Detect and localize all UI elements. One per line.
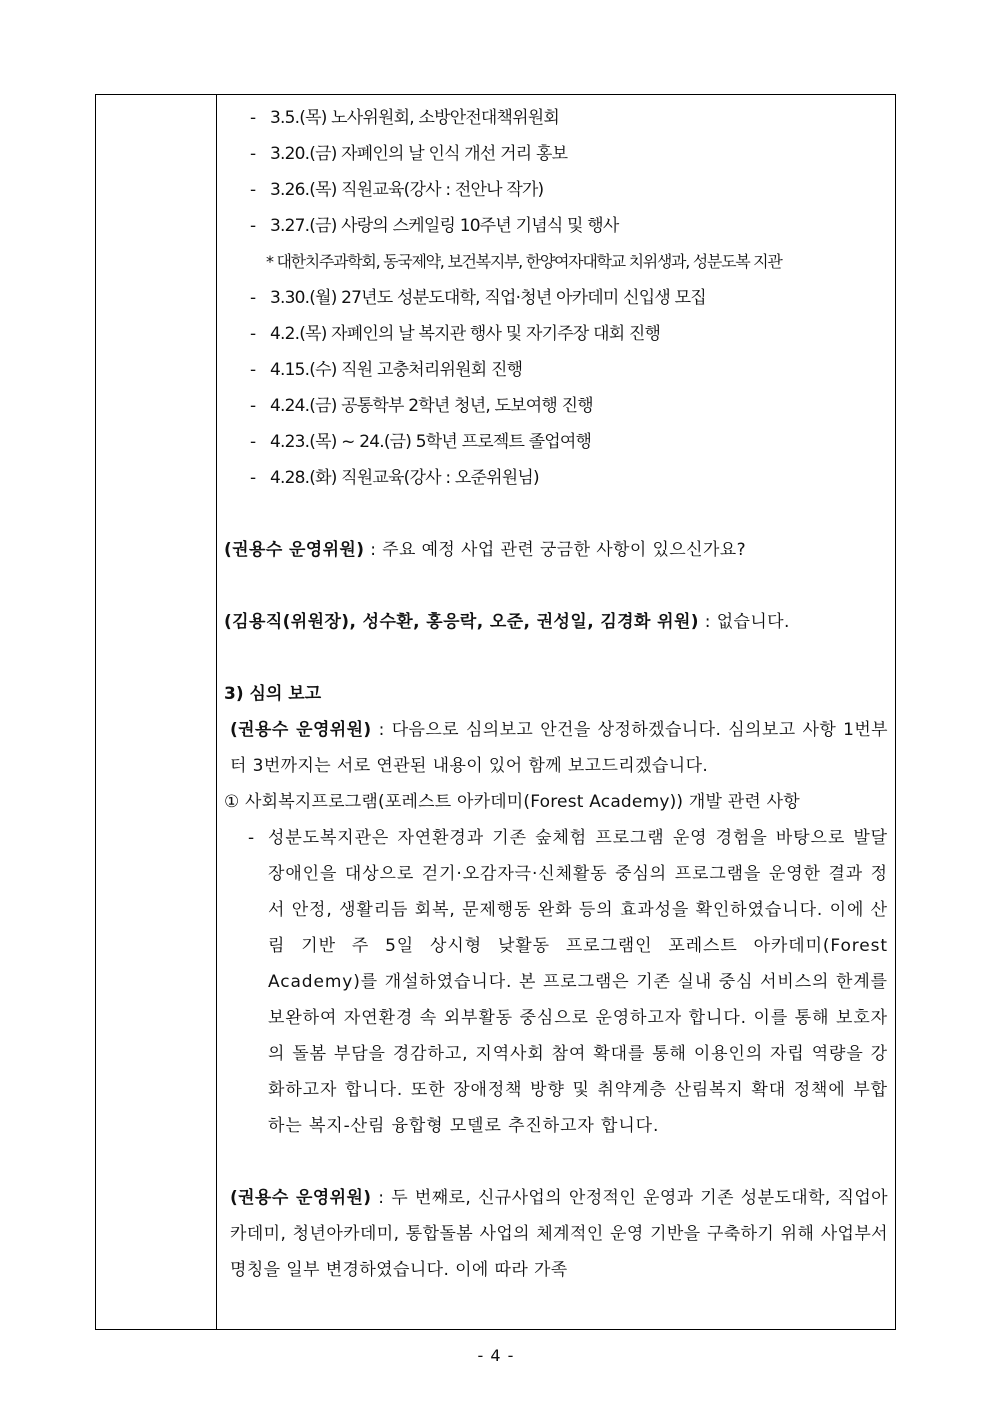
schedule-item-text: 3.5.(목) 노사위원회, 소방안전대책위원회 — [270, 108, 560, 128]
dash-marker: - — [250, 180, 256, 200]
spacer — [224, 496, 888, 532]
schedule-item-text: 3.30.(월) 27년도 성분도대학, 직업·청년 아카데미 신입생 모집 — [270, 288, 706, 308]
spacer — [224, 568, 888, 604]
schedule-item — [224, 316, 888, 352]
schedule-item — [224, 172, 888, 208]
question-paragraph — [224, 532, 888, 568]
main-content — [224, 100, 888, 1288]
spacer — [224, 640, 888, 676]
schedule-note — [224, 244, 888, 280]
schedule-item — [224, 460, 888, 496]
report-intro-paragraph — [224, 712, 888, 784]
report-intro-text: : 다음으로 심의보고 안건을 상정하겠습니다. 심의보고 사항 1번부터 3번까지는 서로 연관된 내용이 있어 함께 보고드리겠습니다. — [230, 720, 888, 776]
schedule-item-text: 4.2.(목) 자폐인의 날 복지관 행사 및 자기주장 대회 진행 — [270, 324, 661, 344]
schedule-item-text: 4.24.(금) 공통학부 2학년 청년, 도보여행 진행 — [270, 396, 593, 416]
report-item-detail-text: 성분도복지관은 자연환경과 기존 숲체험 프로그램 운영 경험을 바탕으로 발달장애인을 대상으로 걷기·오감자극·신체활동 중심의 프로그램을 운영한 결과 정서 안정, 생활리듬 회복, 문제행동 완화 등의 효과성을 확인하였습니다. 이에 산림 기반 주 5일 상시형 낮활동 프로그램인 포레스트 아카데미(Forest Academy)를 개설하였습니다. 본 프로그램은 기존 실내 중심 서비스의 한계를 보완하여 자연환경 속 외부활동 중심으로 운영하고자 합니다. 이를 통해 보호자의 돌봄 부담을 경감하고, 지역사회 참여 확대를 통해 이용인의 자립 역량을 강화하고자 합니다. 또한 장애정책 방향 및 취약계층 산림복지 확대 정책에 부합하는 복지-산림 융합형 모델로 추진하고자 합니다. — [268, 828, 888, 1136]
speaker-name: (권용수 운영위원) — [224, 540, 365, 560]
answer-text: : 없습니다. — [698, 612, 790, 632]
page-number: - 4 - — [477, 1346, 515, 1365]
dash-marker: - — [250, 108, 256, 128]
dash-marker: - — [248, 828, 256, 848]
question-text: : 주요 예정 사업 관련 궁금한 사항이 있으신가요? — [364, 540, 747, 560]
dash-marker: - — [250, 216, 256, 236]
schedule-note-text: * 대한치주과학회, 동국제약, 보건복지부, 한양여자대학교 치위생과, 성분도복 지관 — [266, 252, 782, 271]
dash-marker: - — [250, 432, 256, 452]
dash-marker: - — [250, 396, 256, 416]
speaker-name: (권용수 운영위원) — [230, 1188, 372, 1208]
schedule-item-text: 3.20.(금) 자폐인의 날 인식 개선 거리 홍보 — [270, 144, 568, 164]
schedule-item-text: 4.15.(수) 직원 고충처리위원회 진행 — [270, 360, 523, 380]
schedule-item-text: 4.23.(목) ~ 24.(금) 5학년 프로젝트 졸업여행 — [270, 432, 592, 452]
schedule-item — [224, 136, 888, 172]
schedule-item — [224, 388, 888, 424]
answer-paragraph — [224, 604, 888, 640]
schedule-item-text: 3.26.(목) 직원교육(강사 : 전안나 작가) — [270, 180, 544, 200]
schedule-item — [224, 424, 888, 460]
dash-marker: - — [250, 468, 256, 488]
second-report-paragraph — [224, 1180, 888, 1288]
dash-marker: - — [250, 144, 256, 164]
report-item-detail — [224, 820, 888, 1144]
schedule-list — [224, 100, 888, 496]
schedule-item — [224, 280, 888, 316]
dash-marker: - — [250, 324, 256, 344]
speaker-name: (권용수 운영위원) — [230, 720, 372, 740]
schedule-item-text: 3.27.(금) 사랑의 스케일링 10주년 기념식 및 행사 — [270, 216, 619, 236]
dash-marker: - — [250, 360, 256, 380]
speaker-name: (김용직(위원장), 성수환, 홍응락, 오준, 권성일, 김경화 위원) — [224, 612, 699, 632]
report-item-title: ① 사회복지프로그램(포레스트 아카데미(Forest Academy)) 개발 관련 사항 — [224, 792, 800, 812]
section-heading: 3) 심의 보고 — [224, 684, 322, 704]
schedule-item — [224, 352, 888, 388]
schedule-item — [224, 208, 888, 244]
schedule-item — [224, 100, 888, 136]
table-column-divider — [216, 94, 217, 1330]
spacer — [224, 1144, 888, 1180]
dash-marker: - — [250, 288, 256, 308]
second-report-text: : 두 번째로, 신규사업의 안정적인 운영과 기존 성분도대학, 직업아카데미, 청년아카데미, 통합돌봄 사업의 체계적인 운영 기반을 구축하기 위해 사업부서 명칭을 일부 변경하였습니다. 이에 따라 가족 — [230, 1188, 888, 1280]
schedule-item-text: 4.28.(화) 직원교육(강사 : 오준위원님) — [270, 468, 539, 488]
